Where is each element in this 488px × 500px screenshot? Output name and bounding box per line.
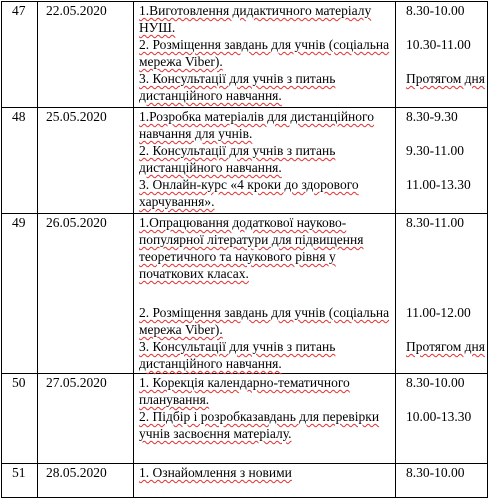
activity-item: 3. Онлайн-курс «4 кроки до здорового харчування». xyxy=(139,177,359,209)
time-value: 8.30-10.00 xyxy=(406,3,465,18)
time-value: 11.00-13.30 xyxy=(406,177,471,192)
time-value: 8.30-11.00 xyxy=(406,215,464,230)
activity-item: 2. Розміщення завдань для учнів (соціальна мережа Viber). xyxy=(139,37,390,69)
activity-item: 1.Опрацювання додаткової науково-популярної літератури для підвищення теоретичного та наукового рівня у початкових класах. xyxy=(139,215,364,281)
time-cell xyxy=(396,214,488,374)
row-date: 22.05.2020 xyxy=(38,2,134,108)
activity-item: 1.Розробка матеріалів для дистанційного навчання для учнів. xyxy=(139,109,374,141)
row-number: 50 xyxy=(2,374,38,464)
time-value: 9.30-11.00 xyxy=(406,143,464,158)
activity-cell xyxy=(134,464,396,498)
activity-item: 1.Виготовлення дидактичного матеріалу НУШ. xyxy=(139,3,372,35)
activity-cell xyxy=(134,108,396,214)
activity-item: 3. Консультації для учнів з питань дистанційного навчання. xyxy=(139,339,336,371)
time-value: 8.30-10.00 xyxy=(406,375,465,390)
activity-item: 3. Консультації для учнів з питань дистанційного навчання. xyxy=(139,71,336,103)
time-value: 8.30-10.00 xyxy=(406,465,465,480)
activity-item: 2. Консультації для учнів з питань дистанційного навчання. xyxy=(139,143,336,175)
table-row xyxy=(2,2,488,108)
activity-item: 2. Розміщення завдань для учнів (соціальна мережа Viber). xyxy=(139,305,390,337)
time-value: Протягом дня xyxy=(406,71,485,86)
time-cell xyxy=(396,2,488,108)
time-cell xyxy=(396,374,488,464)
time-cell xyxy=(396,108,488,214)
time-value: Протягом дня xyxy=(406,339,485,354)
activity-item: 1. Ознайомлення з новими xyxy=(139,465,292,480)
table-row xyxy=(2,464,488,498)
work-plan-table xyxy=(1,1,488,498)
table-row xyxy=(2,374,488,464)
table-row xyxy=(2,214,488,374)
activity-cell xyxy=(134,374,396,464)
row-date: 25.05.2020 xyxy=(38,108,134,214)
row-date: 26.05.2020 xyxy=(38,214,134,374)
time-value: 8.30-9.30 xyxy=(406,109,458,124)
activity-item: 1. Корекція календарно-тематичного планування. xyxy=(139,375,350,407)
time-value: 11.00-12.00 xyxy=(406,305,471,320)
time-value: 10.00-13.30 xyxy=(406,409,472,424)
time-cell xyxy=(396,464,488,498)
table-row xyxy=(2,108,488,214)
row-number: 51 xyxy=(2,464,38,498)
activity-item: 2. Підбір і розробказавдань для перевірки учнів засвоєння матеріалу. xyxy=(139,409,380,441)
activity-cell xyxy=(134,2,396,108)
row-number: 49 xyxy=(2,214,38,374)
row-number: 47 xyxy=(2,2,38,108)
row-date: 28.05.2020 xyxy=(38,464,134,498)
row-number: 48 xyxy=(2,108,38,214)
time-value: 10.30-11.00 xyxy=(406,37,471,52)
row-date: 27.05.2020 xyxy=(38,374,134,464)
activity-cell xyxy=(134,214,396,374)
